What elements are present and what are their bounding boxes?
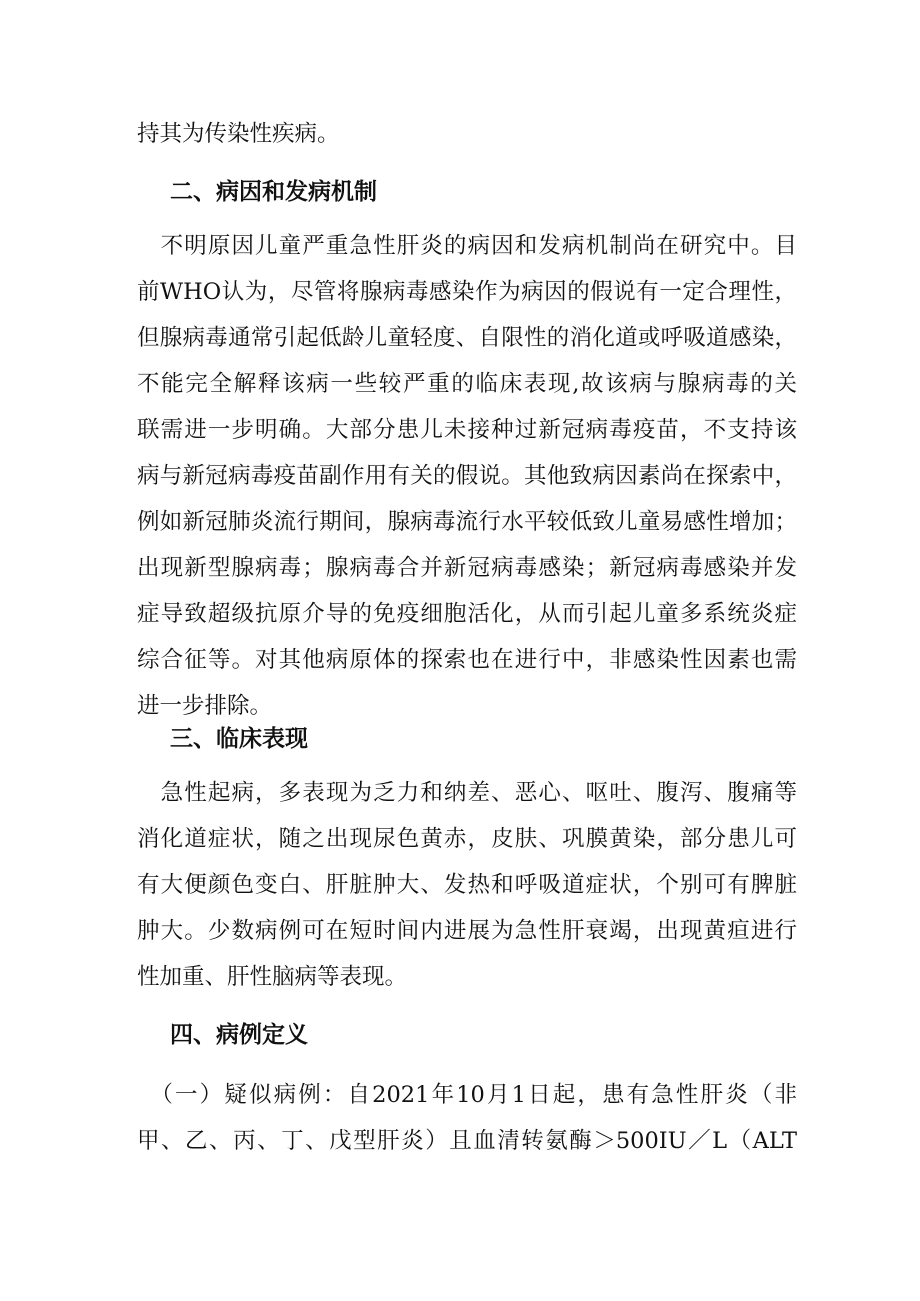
section-heading-case-definition: 四、病例定义 <box>170 1022 308 1048</box>
paragraph-line: 急性起病，多表现为乏力和纳差、恶心、呕吐、腹泻、腹痛等 <box>137 780 797 806</box>
paragraph-line: 有大便颜色变白、肝脏肿大、发热和呼吸道症状，个别可有脾脏 <box>137 872 797 898</box>
paragraph-line: 但腺病毒通常引起低龄儿童轻度、自限性的消化道或呼吸道感染， <box>137 325 797 351</box>
paragraph-line: 联需进一步明确。大部分患儿未接种过新冠病毒疫苗，不支持该 <box>137 417 797 443</box>
paragraph-line: 不明原因儿童严重急性肝炎的病因和发病机制尚在研究中。目 <box>137 233 797 259</box>
paragraph-line: 病与新冠病毒疫苗副作用有关的假说。其他致病因素尚在探索中， <box>137 463 797 489</box>
paragraph-line: 进一步排除。 <box>137 693 273 719</box>
paragraph-line: 消化道症状，随之出现尿色黄赤，皮肤、巩膜黄染，部分患儿可 <box>137 826 797 852</box>
paragraph-line: （一）疑似病例：自2021年10月1日起，患有急性肝炎（非 <box>137 1082 797 1108</box>
paragraph-line: 持其为传染性疾病。 <box>137 121 340 147</box>
section-heading-etiology: 二、病因和发病机制 <box>170 179 377 205</box>
paragraph-line: 症导致超级抗原介导的免疫细胞活化，从而引起儿童多系统炎症 <box>137 601 797 627</box>
paragraph-line: 综合征等。对其他病原体的探索也在进行中，非感染性因素也需 <box>137 647 797 673</box>
paragraph-line: 前WHO认为，尽管将腺病毒感染作为病因的假说有一定合理性， <box>137 279 797 305</box>
section-heading-clinical: 三、临床表现 <box>170 726 308 752</box>
paragraph-line: 例如新冠肺炎流行期间，腺病毒流行水平较低致儿童易感性增加； <box>137 509 797 535</box>
paragraph-line: 出现新型腺病毒；腺病毒合并新冠病毒感染；新冠病毒感染并发 <box>137 555 797 581</box>
paragraph-line: 甲、乙、丙、丁、戊型肝炎）且血清转氨酶＞500IU／L（ALT <box>137 1128 797 1154</box>
paragraph-line: 肿大。少数病例可在短时间内进展为急性肝衰竭，出现黄疸进行 <box>137 918 797 944</box>
paragraph-line: 不能完全解释该病一些较严重的临床表现,故该病与腺病毒的关 <box>137 371 797 397</box>
paragraph-line: 性加重、肝性脑病等表现。 <box>137 964 408 990</box>
